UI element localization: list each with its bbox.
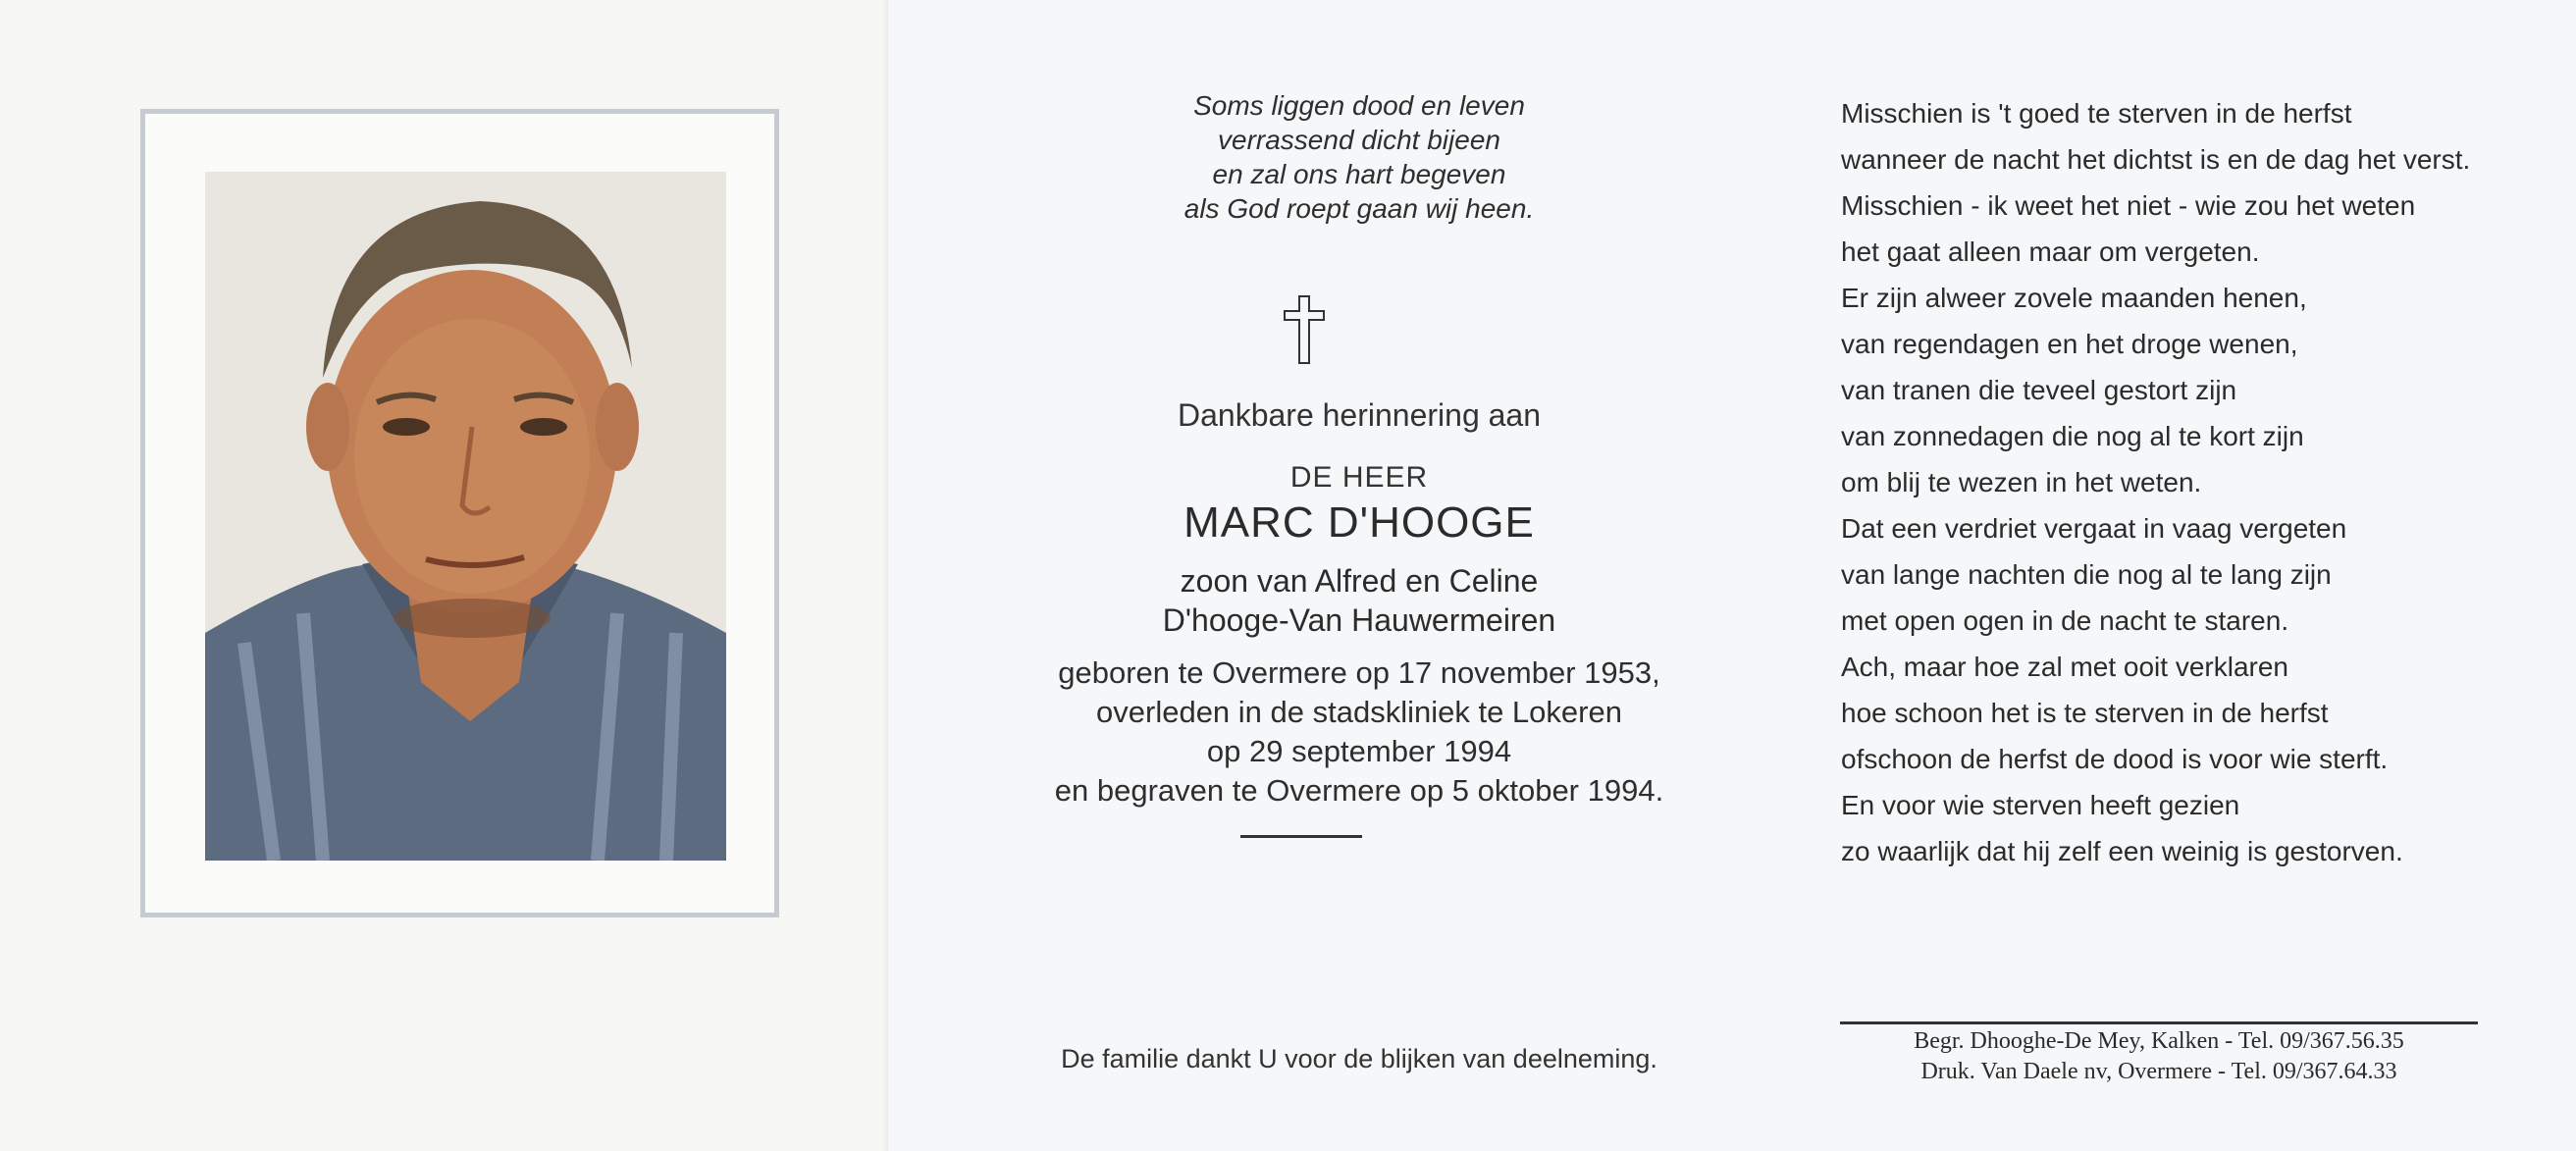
verse-line: verrassend dicht bijeen [1218,125,1500,155]
poem-line: wanneer de nacht het dichtst is en de dag het verst. [1841,144,2471,175]
poem-line: ofschoon de herfst de dood is voor wie sterft. [1841,744,2389,774]
deceased-name: MARC D'HOOGE [1183,498,1535,547]
verse-line: en zal ons hart begeven [1212,159,1506,189]
divider [1240,835,1362,838]
family-thanks: De familie dankt U voor de blijken van deelneming. [1061,1044,1657,1073]
poem-line: Misschien - ik weet het niet - wie zou het weten [1841,190,2416,221]
honorific-title: DE HEER [1289,461,1429,494]
details-line: overleden in de stadskliniek te Lokeren [1096,695,1622,729]
life-details [888,654,1830,811]
poem-line: Er zijn alweer zovele maanden henen, [1841,283,2307,313]
poem-line: van regendagen en het droge wenen, [1841,329,2298,359]
verse-line: als God roept gaan wij heen. [1183,193,1535,224]
details-line: en begraven te Overmere op 5 oktober 1994. [1054,773,1664,808]
poem-line: Misschien is 't goed te sterven in de herfst [1841,98,2352,129]
cross-icon [1283,294,1326,365]
poem-line: van lange nachten die nog al te lang zijn [1841,559,2332,590]
portrait-photo [205,172,726,861]
remembrance-intro: Dankbare herinnering aan [1177,397,1542,433]
printer-divider [1840,1021,2478,1024]
poem-line: En voor wie sterven heeft gezien [1841,790,2240,820]
poem-line: zo waarlijk dat hij zelf een weinig is gestorven. [1841,836,2403,866]
poem-line: van tranen die teveel gestort zijn [1841,375,2237,405]
printer-credits [1835,1026,2483,1087]
poem-line: Ach, maar hoe zal met ooit verklaren [1841,652,2288,682]
poem-line: het gaat alleen maar om vergeten. [1841,236,2260,267]
printer-line: Begr. Dhooghe-De Mey, Kalken - Tel. 09/367.56.35 [1914,1028,2404,1054]
parents-info [888,561,1830,640]
poem-line: met open ogen in de nacht te staren. [1841,605,2289,636]
closing-poem [1841,90,2470,874]
poem-line: om blij te wezen in het weten. [1841,467,2202,497]
poem-line: hoe schoon het is te sterven in de herfst [1841,698,2329,728]
parents-line: zoon van Alfred en Celine [1180,563,1539,599]
parents-line: D'hooge-Van Hauwermeiren [1162,602,1556,638]
verse-line: Soms liggen dood en leven [1193,90,1525,121]
details-line: geboren te Overmere op 17 november 1953, [1058,655,1660,690]
poem-line: van zonnedagen die nog al te kort zijn [1841,421,2304,451]
opening-verse [888,88,1830,226]
poem-line: Dat een verdriet vergaat in vaag vergeten [1841,513,2347,544]
details-line: op 29 september 1994 [1206,734,1512,768]
printer-line: Druk. Van Daele nv, Overmere - Tel. 09/367.64.33 [1920,1059,2397,1084]
photo-frame [140,109,779,917]
